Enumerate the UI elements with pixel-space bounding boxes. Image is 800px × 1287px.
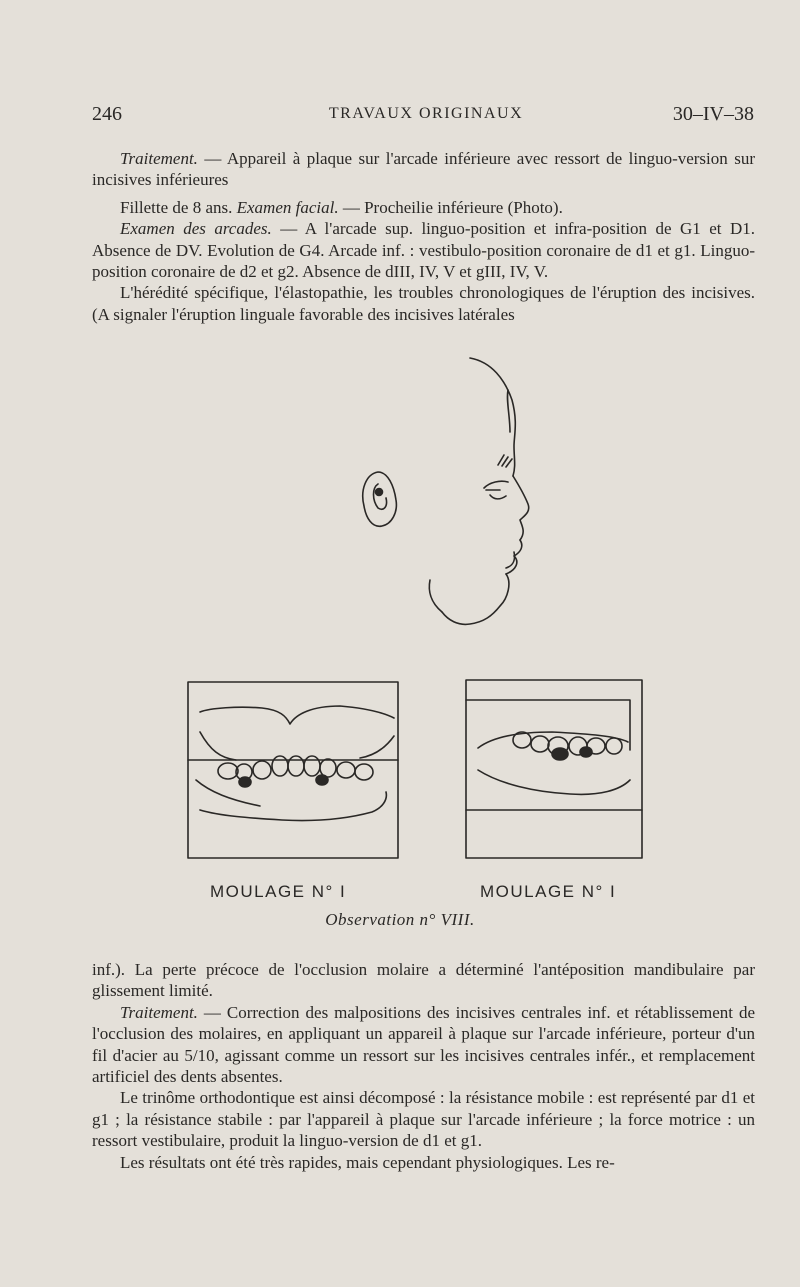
paragraph-heredity: [92, 282, 755, 325]
left-model-label: MOULAGE N° I: [210, 882, 347, 901]
treatment-2-text: — Correction des malpositions des incisives centrales inf. et rétablissement de l'occlusion des molaires, en appliquant un appareil à plaque sur l'arcade inférieure, porteur d'un fil d'acier au 5/10, agissant comme un ressort sur les incisives centrales infér., et remplacement artificiel des dents absentes.: [92, 1002, 755, 1087]
trinome-text: Le trinôme orthodontique est ainsi décomposé : la résistance mobile : est représenté par d1 et g1 ; la résistance stabile : par l'appareil à plaque sur l'arcade inférieure ; la force motrice : un ressort vestibulaire, produit la linguo-version de d1 et g1.: [92, 1088, 755, 1151]
top-text: [92, 148, 755, 325]
paragraph-patient: [92, 197, 755, 218]
treatment-label: Traitement.: [120, 149, 198, 168]
right-model-label: MOULAGE N° I: [480, 882, 617, 901]
figure-caption: Observation n° VIII.: [325, 910, 475, 929]
paragraph-results: [92, 1152, 755, 1173]
right-model-drawing: [466, 680, 642, 858]
bottom-text: [92, 959, 755, 1173]
facial-exam-label: Examen facial.: [236, 197, 339, 217]
paragraph-treatment: [92, 148, 755, 191]
facial-exam-text: — Procheilie inférieure (Photo).: [338, 197, 563, 217]
page-number: 246: [92, 103, 122, 125]
observation-figure: [0, 340, 800, 940]
header-date: 30–IV–38: [672, 103, 754, 125]
results-text: Les résultats ont été très rapides, mais cependant physiologiques. Les re-: [120, 1152, 615, 1172]
paragraph-treatment-2: [92, 1002, 755, 1088]
arcades-exam-text: — A l'arcade sup. linguo-position et infra-position de G1 et D1. Absence de DV. Evolution de G4. Arcade inf. : vestibulo-position coronaire de d1 et g1. Linguo-position coronaire de d2 et g2. Absence de dIII, IV, V et gIII, IV, V.: [92, 219, 755, 282]
occlusion-text: inf.). La perte précoce de l'occlusion molaire a déterminé l'antéposition mandibulaire par glissement limité.: [92, 960, 755, 1001]
paragraph-arcades: [92, 218, 755, 282]
running-title: TRAVAUX ORIGINAUX: [328, 105, 524, 122]
heredity-text: L'hérédité spécifique, l'élastopathie, les troubles chronologiques de l'éruption des incisives. (A signaler l'éruption linguale favorable des incisives latérales: [92, 283, 755, 324]
left-model-drawing: [188, 682, 398, 858]
paragraph-occlusion: [92, 959, 755, 1002]
figure-drawings: [0, 340, 800, 940]
treatment-2-label: Traitement.: [120, 1002, 198, 1022]
ear-drawing: [363, 472, 397, 526]
patient-text: Fillette de 8 ans.: [120, 197, 237, 217]
paragraph-trinome: [92, 1087, 755, 1151]
treatment-text: — Appareil à plaque sur l'arcade inférieure avec ressort de linguo-version sur incisives inférieures: [92, 149, 755, 190]
running-header: [92, 103, 760, 129]
arcades-exam-label: Examen des arcades.: [120, 219, 272, 239]
profile-head-drawing: [429, 358, 528, 624]
